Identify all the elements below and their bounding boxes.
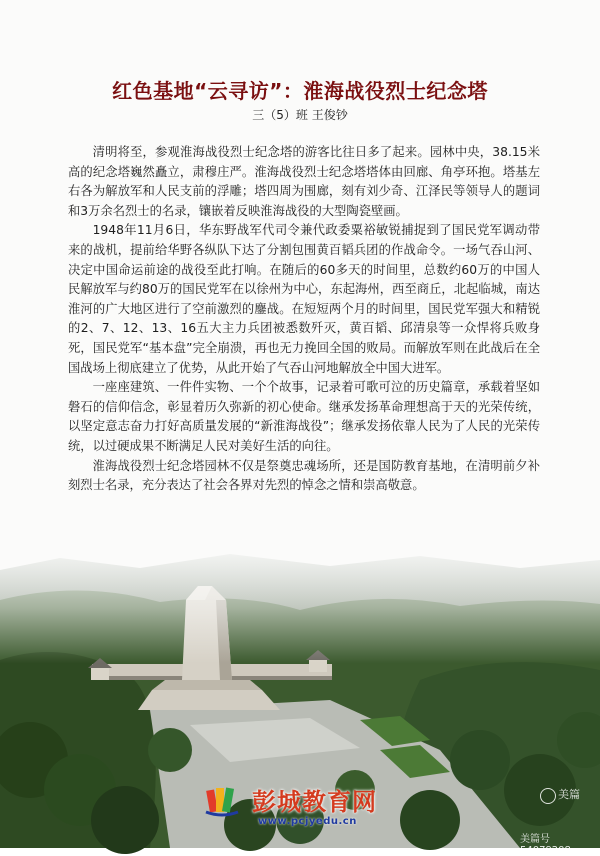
watermark-site-name: 彭城教育网 [252, 788, 377, 816]
article-author: 三（5）班 王俊钞 [252, 108, 348, 122]
paragraph: 1948年11月6日，华东野战军代司令兼代政委粟裕敏锐捕捉到了国民党军调动带来的战机，提前给华野各纵队下达了分割包围黄百韬兵团的作战命令。一场气吞山河、决定中国命运前途的战役至此打响。在随后的60多天的时间里，总数约60万的中国人民解放军与约80万的国民党军在以徐州为中心，东起海州，西至商丘，北起临城，南达淮河的广大地区进行了空前激烈的鏖战。在短短两个月的时间里，国民党军强大和精锐的2、7、12、13、16五大主力兵团被悉数歼灭，黄百韬、邱清泉等一众悍将兵败身死，国民党军“基本盘”完全崩溃，再也无力挽回全国的败局。而解放军则在此战后在全国战场上彻底建立了优势，从此开始了气吞山河地解放全中国大进军。 [68, 223, 540, 375]
paragraph: 一座座建筑、一件件实物、一个个故事，记录着可歌可泣的历史篇章，承载着坚如磐石的信仰信念，彰显着历久弥新的初心使命。继承发扬革命理想高于天的光荣传统，以坚定意志奋力打好高质量发展的“新淮海战役”；继承发扬依靠人民为了人民的光荣传统，以过硬成果不断满足人民对美好生活的向往。 [68, 380, 540, 453]
watermark-url: www.pcjyedu.cn [258, 816, 357, 827]
paragraph: 清明将至，参观淮海战役烈士纪念塔的游客比往日多了起来。园林中央，38.15米高的纪念塔巍然矗立，肃穆庄严。淮海战役烈士纪念塔塔体由回廊、角亭环抱。塔基左右各为解放军和人民支前的浮雕；塔四周为围廊，刻有刘少奇、江泽民等领导人的题词和3万余名烈士的名录，镶嵌着反映淮海战役的大型陶瓷壁画。 [68, 145, 540, 218]
article-body [68, 143, 540, 496]
meipian-id: 美篇号 54079208 [520, 834, 571, 856]
book-logo-icon [204, 782, 240, 818]
paragraph: 淮海战役烈士纪念塔园林不仅是祭奠忠魂场所，还是国防教育基地，在清明前夕补刻烈士名录，充分表达了社会各界对先烈的悼念之情和崇高敬意。 [68, 458, 540, 493]
article-title: 红色基地“云寻访”：淮海战役烈士纪念塔 [112, 79, 488, 104]
meipian-logo-icon [540, 788, 556, 804]
meipian-label: 美篇 [558, 788, 580, 801]
